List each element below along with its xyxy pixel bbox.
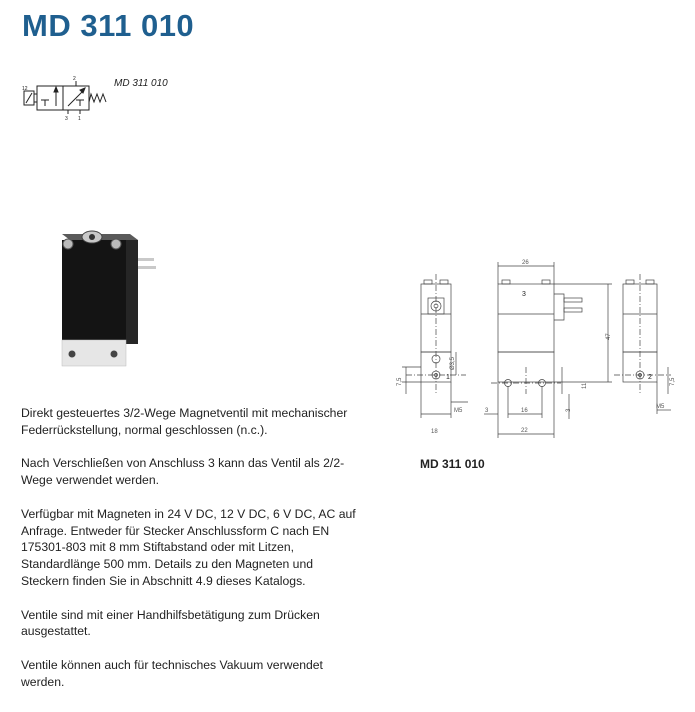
port-number-2: 2: [648, 374, 652, 381]
port-number-1: 1: [446, 374, 450, 381]
drawing-caption: MD 311 010: [420, 457, 485, 471]
dim-7-5-left: 7,5: [397, 377, 403, 386]
valve-symbol-diagram: [20, 72, 110, 122]
dim-47: 47: [606, 333, 612, 340]
port-label-1: 1: [78, 116, 81, 122]
description-paragraph: Nach Verschließen von Anschluss 3 kann das Ventil als 2/2-Wege verwendet werden.: [21, 456, 345, 488]
technical-drawings: [386, 254, 676, 444]
dim-m5-right: M5: [656, 404, 665, 410]
product-description: [21, 405, 361, 707]
port-number-3: 3: [522, 291, 526, 298]
dim-18: 18: [431, 429, 438, 435]
dim-diameter: Ø3,5: [450, 356, 456, 370]
port-label-2: 2: [73, 76, 76, 82]
dim-16: 16: [521, 408, 528, 414]
description-paragraph: Ventile können auch für technisches Vakuum verwendet werden.: [21, 657, 323, 689]
dim-7-5-right: 7,5: [670, 377, 676, 386]
dim-26: 26: [522, 260, 529, 266]
description-paragraph: Direkt gesteuertes 3/2-Wege Magnetventil mit mechanischer Federrückstellung, normal geschlossen (n.c.).: [21, 406, 348, 437]
page-title: MD 311 010: [22, 8, 195, 43]
port-label-12: 12: [22, 86, 28, 92]
symbol-label: MD 311 010: [114, 78, 168, 89]
dim-22: 22: [521, 428, 528, 434]
dim-3-right: 3: [566, 408, 572, 412]
product-photo: [48, 226, 163, 368]
description-paragraph: Verfügbar mit Magneten in 24 V DC, 12 V DC, 6 V DC, AC auf Anfrage. Entweder für Stecker Anschlussform C nach EN 175301-803 mit 8 mm Stiftabstand oder mit Litzen, Standardlänge 500 mm. Details zu den Magneten und Steckern finden Sie in Abschnitt 4.9 dieses Katalogs.: [21, 506, 356, 588]
dim-11: 11: [582, 382, 588, 389]
dim-m5-left: M5: [454, 408, 463, 414]
port-label-3: 3: [65, 116, 68, 122]
description-paragraph: Ventile sind mit einer Handhilfsbetätigung zum Drücken ausgestattet.: [21, 607, 320, 639]
dim-3-left: 3: [485, 408, 489, 414]
